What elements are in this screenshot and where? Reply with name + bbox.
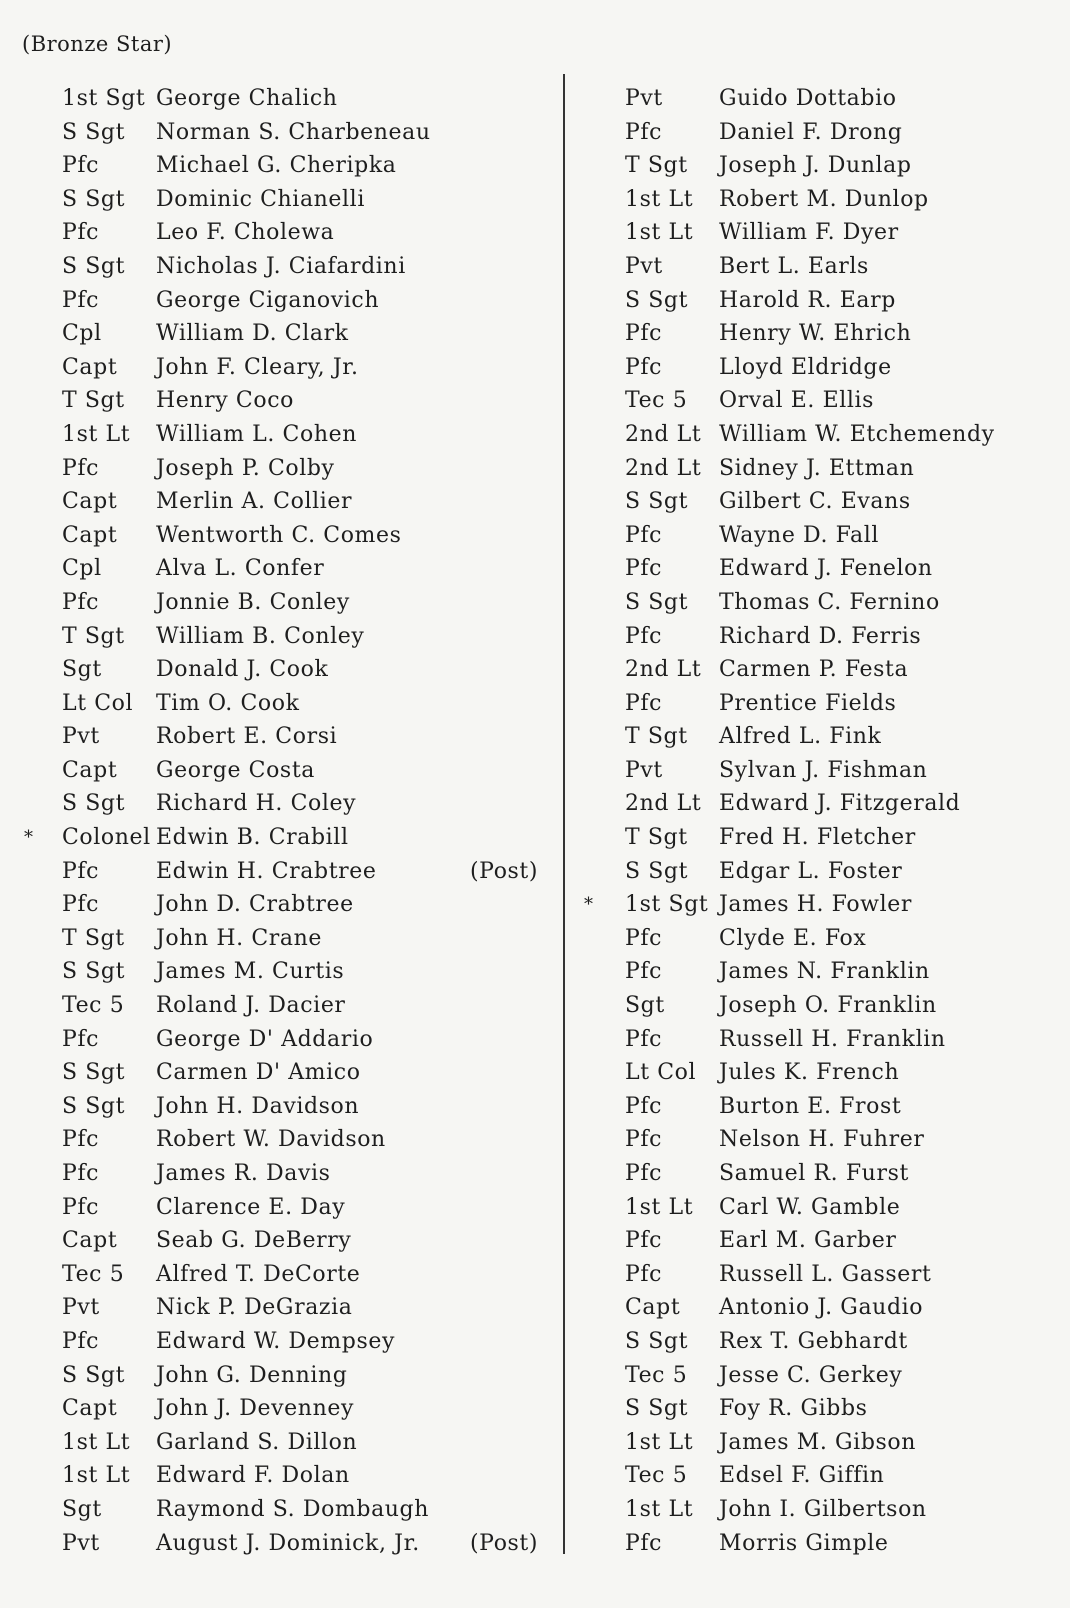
person-name: Russell L. Gassert — [719, 1261, 932, 1287]
rank-label: Capt — [62, 1228, 118, 1254]
list-item — [570, 82, 1060, 116]
rank-label: 1st Sgt — [62, 86, 146, 111]
list-item — [0, 1157, 560, 1191]
rank-label: Lt Col — [62, 690, 134, 716]
person-name: Donald J. Cook — [156, 657, 329, 683]
rank-label: S Sgt — [625, 1396, 689, 1422]
list-item — [570, 989, 1060, 1023]
person-name: Morris Gimple — [719, 1530, 889, 1556]
rank-label: S Sgt — [625, 489, 689, 515]
rank-label: Pfc — [62, 455, 100, 481]
rank-label: Sgt — [62, 1496, 102, 1522]
rank-label: 1st Lt — [625, 1496, 694, 1522]
list-item — [0, 317, 560, 351]
person-name: Nicholas J. Ciafardini — [156, 253, 406, 279]
list-item — [570, 922, 1060, 956]
rank-label: Pfc — [625, 959, 663, 985]
person-name: Bert L. Earls — [719, 253, 869, 279]
person-name: Edgar L. Foster — [719, 858, 903, 884]
list-item — [570, 1392, 1060, 1426]
person-name: James M. Gibson — [719, 1429, 917, 1455]
list-item — [0, 1459, 560, 1493]
rank-label: Pfc — [62, 858, 100, 884]
rank-label: T Sgt — [62, 623, 125, 649]
person-name: Garland S. Dillon — [156, 1429, 358, 1455]
rank-label: Capt — [62, 1396, 118, 1422]
rank-label: S Sgt — [625, 1328, 689, 1354]
person-name: James H. Fowler — [719, 892, 912, 918]
list-item — [0, 418, 560, 452]
rank-label: S Sgt — [62, 253, 126, 279]
list-item — [570, 485, 1060, 519]
list-item — [570, 888, 1060, 922]
posthumous-note: (Post) — [470, 858, 539, 884]
list-item — [570, 1056, 1060, 1090]
list-item — [0, 82, 560, 116]
rank-label: Pvt — [625, 757, 663, 783]
person-name: Russell H. Franklin — [719, 1026, 946, 1052]
list-item — [570, 1090, 1060, 1124]
rank-label: Pfc — [62, 220, 100, 246]
person-name: William W. Etchemendy — [719, 421, 995, 447]
person-name: Sylvan J. Fishman — [719, 757, 928, 783]
list-item — [0, 384, 560, 418]
person-name: John I. Gilbertson — [719, 1496, 927, 1522]
right-column — [570, 82, 1060, 1560]
rank-label: Pfc — [62, 1127, 100, 1153]
list-item — [570, 284, 1060, 318]
rank-label: Capt — [62, 354, 118, 380]
rank-label: Pfc — [625, 1228, 663, 1254]
person-name: William D. Clark — [156, 321, 349, 347]
rank-label: Pfc — [625, 354, 663, 380]
rank-label: Cpl — [62, 321, 102, 347]
list-item — [0, 687, 560, 721]
rank-label: 1st Sgt — [625, 892, 709, 918]
rank-label: Pfc — [62, 1161, 100, 1186]
rank-label: T Sgt — [625, 153, 688, 179]
person-name: James N. Franklin — [719, 959, 930, 985]
rank-label: Pvt — [625, 253, 663, 279]
person-name: Fred H. Fletcher — [719, 825, 916, 851]
person-name: Michael G. Cheripka — [156, 153, 397, 179]
list-item — [0, 485, 560, 519]
person-name: Joseph P. Colby — [156, 455, 335, 481]
rank-label: 2nd Lt — [625, 421, 702, 447]
person-name: Edward J. Fenelon — [719, 556, 933, 582]
list-item — [0, 1090, 560, 1124]
list-item — [0, 922, 560, 956]
person-name: Sidney J. Ettman — [719, 455, 915, 481]
rank-label: 1st Lt — [62, 1463, 131, 1489]
list-item — [0, 1291, 560, 1325]
person-name: Robert M. Dunlop — [719, 186, 929, 212]
rank-label: T Sgt — [62, 925, 125, 951]
list-item — [570, 1191, 1060, 1225]
person-name: Carmen P. Festa — [719, 657, 909, 683]
person-name: Clarence E. Day — [156, 1194, 346, 1220]
person-name: George Ciganovich — [156, 287, 380, 313]
list-item — [0, 620, 560, 654]
list-item — [570, 754, 1060, 788]
list-item — [0, 1527, 560, 1561]
rank-label: S Sgt — [625, 589, 689, 615]
person-name: Foy R. Gibbs — [719, 1396, 868, 1422]
person-name: Clyde E. Fox — [719, 925, 867, 951]
person-name: Gilbert C. Evans — [719, 489, 911, 515]
list-item — [570, 620, 1060, 654]
list-item — [570, 653, 1060, 687]
rank-label: Tec 5 — [625, 388, 688, 414]
list-item — [570, 1426, 1060, 1460]
list-item — [570, 955, 1060, 989]
rank-label: Pfc — [625, 1161, 663, 1186]
rank-label: S Sgt — [625, 287, 689, 313]
list-item — [570, 384, 1060, 418]
person-name: Burton E. Frost — [719, 1093, 902, 1119]
list-item — [0, 586, 560, 620]
person-name: Thomas C. Fernino — [719, 589, 940, 615]
person-name: Guido Dottabio — [719, 86, 897, 111]
rank-label: 1st Lt — [625, 220, 694, 246]
person-name: Norman S. Charbeneau — [156, 119, 431, 145]
person-name: Robert W. Davidson — [156, 1127, 386, 1153]
rank-label: Pfc — [62, 892, 100, 918]
rank-label: Tec 5 — [625, 1463, 688, 1489]
person-name: Earl M. Garber — [719, 1228, 897, 1254]
person-name: William B. Conley — [156, 623, 365, 649]
list-item — [570, 1527, 1060, 1561]
person-name: Henry Coco — [156, 388, 294, 414]
rank-label: 2nd Lt — [625, 455, 702, 481]
person-name: Carl W. Gamble — [719, 1194, 901, 1220]
list-item — [0, 787, 560, 821]
rank-label: Pfc — [625, 1093, 663, 1119]
rank-label: Pfc — [625, 1530, 663, 1556]
rank-label: 1st Lt — [62, 1429, 131, 1455]
person-name: William L. Cohen — [156, 421, 357, 447]
person-name: Edsel F. Giffin — [719, 1463, 885, 1489]
rank-label: Pfc — [62, 287, 100, 313]
rank-label: Sgt — [625, 993, 665, 1019]
list-item — [0, 183, 560, 217]
list-item — [0, 754, 560, 788]
person-name: Dominic Chianelli — [156, 186, 365, 212]
asterisk-mark: * — [24, 827, 34, 849]
list-item — [570, 821, 1060, 855]
rank-label: 1st Lt — [625, 1429, 694, 1455]
list-item — [0, 1493, 560, 1527]
rank-label: Capt — [62, 757, 118, 783]
person-name: Wayne D. Fall — [719, 522, 880, 548]
list-item — [570, 116, 1060, 150]
rank-label: Sgt — [62, 657, 102, 683]
person-name: George D' Addario — [156, 1026, 374, 1052]
person-name: John J. Devenney — [156, 1396, 354, 1422]
rank-label: Pfc — [62, 1026, 100, 1052]
rank-label: Pfc — [625, 1261, 663, 1287]
rank-label: Pfc — [625, 1026, 663, 1052]
rank-label: Capt — [625, 1295, 681, 1321]
list-item — [0, 855, 560, 889]
list-item — [570, 1123, 1060, 1157]
list-item — [0, 1023, 560, 1057]
list-item — [0, 1258, 560, 1292]
list-item — [570, 687, 1060, 721]
person-name: George Costa — [156, 757, 315, 783]
list-item — [570, 1224, 1060, 1258]
person-name: Edwin H. Crabtree — [156, 858, 377, 884]
person-name: Richard H. Coley — [156, 791, 357, 817]
person-name: Alfred T. DeCorte — [156, 1261, 361, 1287]
rank-label: Pvt — [62, 1295, 100, 1321]
list-item — [570, 250, 1060, 284]
person-name: Joseph J. Dunlap — [719, 153, 912, 179]
list-item — [0, 250, 560, 284]
person-name: John H. Davidson — [156, 1093, 360, 1119]
list-item — [570, 1359, 1060, 1393]
list-item — [0, 1359, 560, 1393]
person-name: Wentworth C. Comes — [156, 522, 402, 548]
person-name: Orval E. Ellis — [719, 388, 875, 414]
rank-label: S Sgt — [62, 1362, 126, 1388]
list-item — [0, 955, 560, 989]
list-item — [0, 821, 560, 855]
rank-label: Pfc — [625, 522, 663, 548]
person-name: Joseph O. Franklin — [719, 993, 937, 1019]
list-item — [570, 1258, 1060, 1292]
list-item — [570, 855, 1060, 889]
person-name: John F. Cleary, Jr. — [156, 354, 359, 380]
list-item — [570, 418, 1060, 452]
person-name: Jules K. French — [719, 1060, 900, 1086]
person-name: Nick P. DeGrazia — [156, 1295, 353, 1321]
list-item — [0, 519, 560, 553]
person-name: Rex T. Gebhardt — [719, 1328, 908, 1354]
posthumous-note: (Post) — [470, 1530, 539, 1556]
list-item — [570, 183, 1060, 217]
person-name: Harold R. Earp — [719, 287, 896, 313]
person-name: Roland J. Dacier — [156, 993, 346, 1019]
list-item — [0, 1325, 560, 1359]
person-name: Leo F. Cholewa — [156, 220, 335, 246]
list-item — [570, 1459, 1060, 1493]
rank-label: S Sgt — [62, 791, 126, 817]
column-divider — [563, 74, 565, 1554]
list-item — [570, 519, 1060, 553]
page-heading: (Bronze Star) — [22, 32, 173, 56]
person-name: Robert E. Corsi — [156, 724, 338, 750]
rank-label: Pfc — [62, 153, 100, 179]
list-item — [570, 586, 1060, 620]
list-item — [570, 1325, 1060, 1359]
person-name: Edward F. Dolan — [156, 1463, 350, 1489]
rank-label: Tec 5 — [62, 993, 125, 1019]
person-name: James R. Davis — [156, 1161, 331, 1186]
left-column — [0, 82, 560, 1560]
list-item — [570, 452, 1060, 486]
person-name: Alfred L. Fink — [719, 724, 882, 750]
person-name: Jesse C. Gerkey — [719, 1362, 903, 1388]
rank-label: Cpl — [62, 556, 102, 582]
list-item — [570, 1157, 1060, 1191]
rank-label: T Sgt — [625, 825, 688, 851]
person-name: Lloyd Eldridge — [719, 354, 892, 380]
list-item — [0, 284, 560, 318]
list-item — [570, 216, 1060, 250]
person-name: Edwin B. Crabill — [156, 825, 349, 851]
rank-label: Pfc — [625, 1127, 663, 1153]
rank-label: Pvt — [62, 1530, 100, 1556]
list-item — [0, 1392, 560, 1426]
person-name: Alva L. Confer — [156, 556, 325, 582]
asterisk-mark: * — [584, 894, 594, 916]
person-name: August J. Dominick, Jr. — [156, 1530, 420, 1556]
list-item — [570, 720, 1060, 754]
person-name: Nelson H. Fuhrer — [719, 1127, 925, 1153]
person-name: John D. Crabtree — [156, 892, 354, 918]
rank-label: Pfc — [625, 623, 663, 649]
rank-label: Pfc — [62, 589, 100, 615]
person-name: Antonio J. Gaudio — [719, 1295, 924, 1321]
rank-label: S Sgt — [62, 119, 126, 145]
rank-label: Capt — [62, 522, 118, 548]
list-item — [0, 552, 560, 586]
list-item — [570, 1291, 1060, 1325]
list-item — [0, 720, 560, 754]
person-name: Carmen D' Amico — [156, 1060, 361, 1086]
list-item — [0, 116, 560, 150]
rank-label: Pfc — [625, 925, 663, 951]
rank-label: S Sgt — [62, 186, 126, 212]
person-name: Prentice Fields — [719, 690, 897, 716]
rank-label: 2nd Lt — [625, 657, 702, 683]
person-name: Jonnie B. Conley — [156, 589, 350, 615]
rank-label: Pvt — [625, 86, 663, 111]
person-name: Tim O. Cook — [156, 690, 300, 716]
person-name: Edward W. Dempsey — [156, 1328, 395, 1354]
list-item — [570, 351, 1060, 385]
list-item — [570, 317, 1060, 351]
rank-label: S Sgt — [625, 858, 689, 884]
person-name: Raymond S. Dombaugh — [156, 1496, 430, 1522]
person-name: Merlin A. Collier — [156, 489, 353, 515]
list-item — [0, 1056, 560, 1090]
rank-label: 2nd Lt — [625, 791, 702, 817]
person-name: James M. Curtis — [156, 959, 345, 985]
rank-label: Tec 5 — [62, 1261, 125, 1287]
rank-label: Pfc — [62, 1328, 100, 1354]
list-item — [0, 452, 560, 486]
rank-label: Pfc — [625, 321, 663, 347]
rank-label: Lt Col — [625, 1060, 697, 1086]
list-item — [570, 787, 1060, 821]
rank-label: T Sgt — [62, 388, 125, 414]
person-name: John G. Denning — [156, 1362, 348, 1388]
list-item — [570, 1023, 1060, 1057]
person-name: Henry W. Ehrich — [719, 321, 912, 347]
list-item — [570, 149, 1060, 183]
rank-label: Pfc — [625, 119, 663, 145]
list-item — [0, 989, 560, 1023]
rank-label: 1st Lt — [62, 421, 131, 447]
person-name: Samuel R. Furst — [719, 1161, 909, 1186]
list-item — [0, 653, 560, 687]
person-name: William F. Dyer — [719, 220, 899, 246]
person-name: Daniel F. Drong — [719, 119, 903, 145]
person-name: John H. Crane — [156, 925, 323, 951]
list-item — [570, 1493, 1060, 1527]
list-item — [0, 1123, 560, 1157]
list-item — [570, 552, 1060, 586]
person-name: George Chalich — [156, 86, 338, 111]
list-item — [0, 351, 560, 385]
rank-label: 1st Lt — [625, 186, 694, 212]
rank-label: S Sgt — [62, 1093, 126, 1119]
list-item — [0, 149, 560, 183]
rank-label: Pvt — [62, 724, 100, 750]
rank-label: Tec 5 — [625, 1362, 688, 1388]
rank-label: Pfc — [62, 1194, 100, 1220]
person-name: Edward J. Fitzgerald — [719, 791, 961, 817]
rank-label: Pfc — [625, 556, 663, 582]
rank-label: Pfc — [625, 690, 663, 716]
list-item — [0, 1426, 560, 1460]
rank-label: S Sgt — [62, 959, 126, 985]
list-item — [0, 888, 560, 922]
rank-label: 1st Lt — [625, 1194, 694, 1220]
rank-label: T Sgt — [625, 724, 688, 750]
rank-label: Colonel — [62, 825, 151, 851]
rank-label: S Sgt — [62, 1060, 126, 1086]
list-item — [0, 1191, 560, 1225]
person-name: Seab G. DeBerry — [156, 1228, 352, 1254]
rank-label: Capt — [62, 489, 118, 515]
list-item — [0, 216, 560, 250]
person-name: Richard D. Ferris — [719, 623, 922, 649]
list-item — [0, 1224, 560, 1258]
